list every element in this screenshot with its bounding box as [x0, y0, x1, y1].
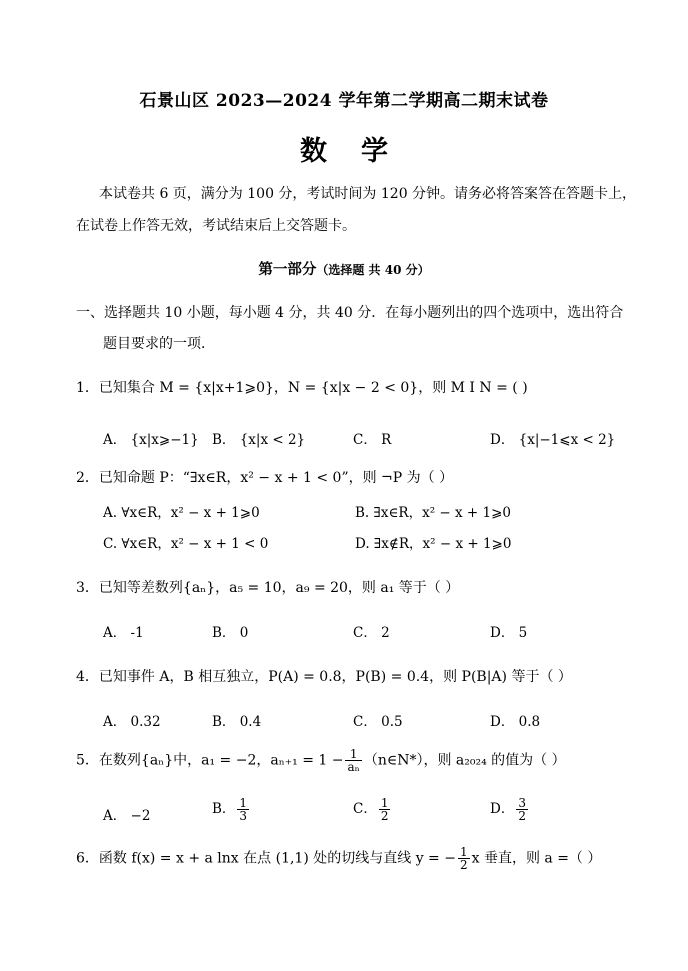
- intro-line-2: 在试卷上作答无效，考试结束后上交答题卡。: [76, 218, 356, 234]
- question-1-option-c: C． R: [353, 432, 392, 448]
- question-5-fraction: [345, 748, 361, 773]
- question-2-option-a: A. ∀x∈R，x² − x + 1⩾0: [103, 505, 260, 521]
- question-4-option-b: B． 0.4: [212, 714, 262, 730]
- question-3-stem: 3．已知等差数列{aₙ}，a₅ = 10，a₉ = 20，则 a₁ 等于（ ）: [76, 580, 460, 596]
- question-5-option-a: A． −2: [103, 808, 151, 824]
- question-4-option-c: C． 0.5: [353, 714, 403, 730]
- question-2-stem: 2．已知命题 P：“∃x∈R，x² − x + 1 < 0”，则 ¬P 为（ ）: [76, 470, 454, 486]
- question-3-option-a: A． -1: [103, 625, 144, 641]
- fraction-denominator: 2: [380, 809, 389, 823]
- option-label: C．: [353, 801, 377, 817]
- question-2-option-b: B. ∃x∈R，x² − x + 1⩾0: [355, 505, 512, 521]
- option-fraction: [379, 797, 391, 822]
- subject-title: 数学: [300, 136, 422, 167]
- question-1-option-a: A． {x|x⩾−1}: [103, 432, 199, 448]
- question-1-option-b: B． {x|x < 2}: [212, 432, 306, 448]
- part-title: 第一部分: [258, 261, 317, 278]
- question-6-stem-suffix: x 垂直，则 a =（ ）: [471, 850, 602, 867]
- question-3-option-d: D． 5: [490, 625, 528, 641]
- question-5-stem: [76, 748, 566, 773]
- fraction-denominator: 3: [239, 809, 248, 823]
- question-4-option-d: D． 0.8: [490, 714, 541, 730]
- question-1-option-d: D． {x|−1⩽x < 2}: [490, 432, 616, 448]
- question-5-stem-suffix: （n∈N*），则 a₂₀₂₄ 的值为（ ）: [363, 752, 566, 769]
- fraction-numerator: 1: [380, 796, 389, 810]
- question-5-option-b: [212, 797, 251, 822]
- option-fraction: [516, 797, 528, 822]
- question-5-stem-prefix: 5．在数列{aₙ}中，a₁ = −2，aₙ₊₁ = 1 −: [76, 752, 344, 769]
- question-4-stem: 4．已知事件 A，B 相互独立，P(A) = 0.8，P(B) = 0.4，则 P(B|A) 等于（ ）: [76, 669, 572, 685]
- fraction-denominator: aₙ: [347, 760, 360, 774]
- part-note: （选择题 共 40 分）: [316, 263, 430, 277]
- fraction-denominator: 2: [518, 809, 526, 823]
- exam-title: 石景山区 2023—2024 学年第二学期高二期末试卷: [139, 91, 549, 111]
- question-2-option-c: C. ∀x∈R，x² − x + 1 < 0: [103, 536, 269, 552]
- question-6-stem-prefix: 6．函数 f(x) = x + a lnx 在点 (1,1) 处的切线与直线 y = −: [76, 850, 456, 867]
- question-6-stem: [76, 846, 601, 871]
- option-fraction: [237, 797, 249, 822]
- question-5-option-c: [353, 797, 392, 822]
- fraction-numerator: 1: [459, 845, 468, 859]
- question-1-stem: 1．已知集合 M = {x|x+1⩾0}，N = {x|x − 2 < 0}，则 M I N = ( ): [76, 380, 528, 396]
- question-3-option-c: C． 2: [353, 625, 390, 641]
- intro-line-1: 本试卷共 6 页，满分为 100 分，考试时间为 120 分钟。请务必将答案答在答题卡上，: [99, 186, 637, 202]
- fraction-denominator: 2: [459, 858, 468, 872]
- question-2-option-d: D. ∃x∉R，x² − x + 1⩾0: [355, 536, 512, 552]
- fraction-numerator: 1: [345, 748, 361, 761]
- part-heading: [0, 258, 688, 279]
- option-label: B．: [212, 801, 236, 817]
- question-6-fraction: [458, 846, 470, 871]
- fraction-numerator: 1: [239, 796, 248, 810]
- fraction-numerator: 3: [518, 796, 526, 810]
- question-4-option-a: A． 0.32: [103, 714, 161, 730]
- question-5-option-d: [490, 797, 530, 822]
- question-3-option-b: B． 0: [212, 625, 249, 641]
- section-instruction-1: 一、选择题共 10 小题，每小题 4 分，共 40 分．在每小题列出的四个选项中，选出符合: [76, 305, 624, 321]
- section-instruction-2: 题目要求的一项．: [103, 336, 215, 352]
- option-label: D．: [490, 801, 515, 817]
